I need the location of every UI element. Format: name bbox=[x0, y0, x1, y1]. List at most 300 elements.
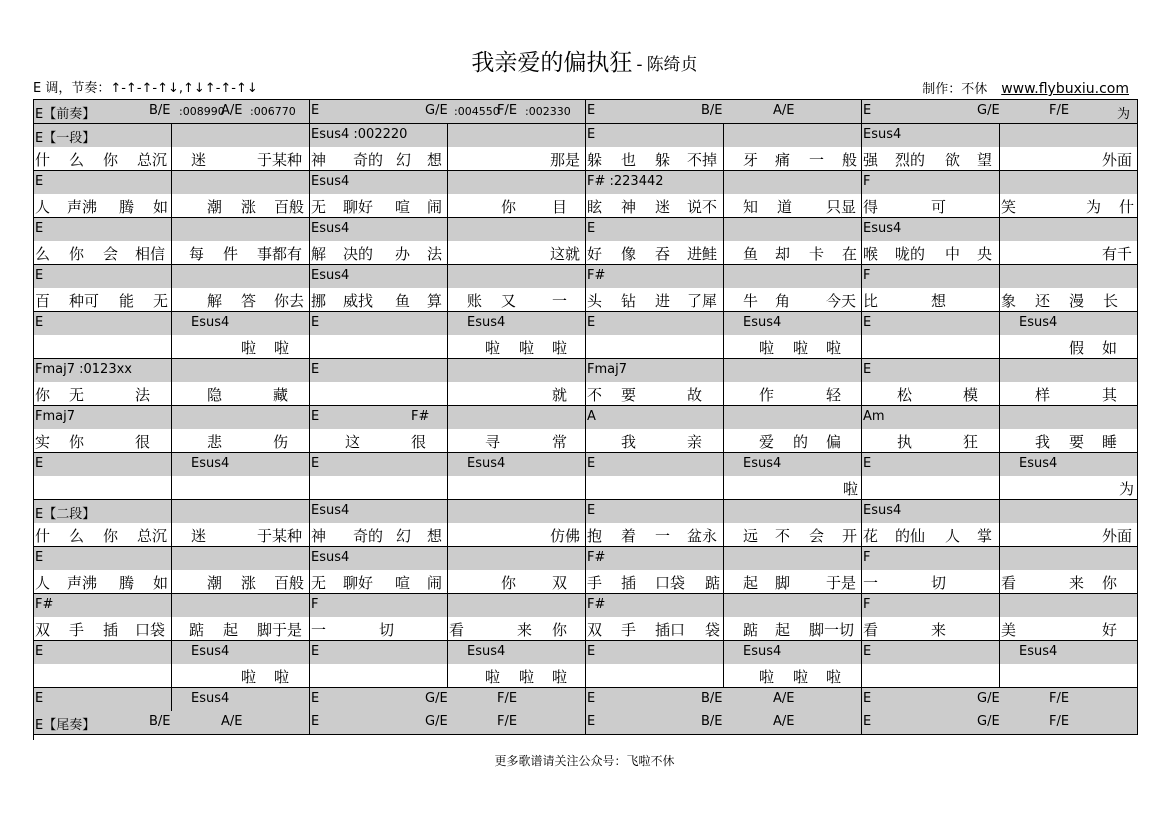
chord-symbol: :008990 bbox=[179, 105, 225, 118]
lyric-text: 无 bbox=[153, 292, 169, 310]
chord-symbol: E bbox=[35, 455, 44, 471]
lyric-text: 账 bbox=[467, 292, 483, 310]
chord-cell bbox=[310, 218, 448, 242]
lyric-text: 伤 bbox=[273, 433, 289, 451]
lyric-text: 决的 bbox=[343, 245, 374, 263]
lyric-text: 你 bbox=[69, 245, 85, 263]
lyric-cell bbox=[586, 241, 724, 265]
chord-cell bbox=[310, 100, 586, 124]
lyric-text: 双 bbox=[35, 621, 51, 639]
lyric-text: 你 bbox=[69, 433, 85, 451]
chord-cell bbox=[724, 124, 862, 148]
chord-symbol: E【前奏】 bbox=[35, 107, 96, 122]
chord-symbol: E bbox=[587, 126, 596, 142]
lyric-text: 模 bbox=[963, 386, 979, 404]
lyric-text: 来 bbox=[931, 621, 947, 639]
chord-symbol: E bbox=[863, 690, 872, 706]
chord-cell bbox=[172, 359, 310, 383]
chord-symbol: E bbox=[311, 690, 320, 706]
chord-cell bbox=[172, 406, 310, 430]
lyric-text: 可 bbox=[931, 198, 947, 216]
lyric-text: 像 bbox=[621, 245, 637, 263]
chord-symbol: E bbox=[311, 314, 320, 330]
chord-symbol: A/E bbox=[221, 714, 243, 729]
chord-cell bbox=[172, 547, 310, 571]
chord-symbol: :004550 bbox=[454, 105, 500, 118]
lyric-cell bbox=[586, 664, 724, 688]
song-title: 我亲爱的偏执狂 bbox=[471, 50, 633, 76]
lyric-text: 头 bbox=[587, 292, 603, 310]
chord-symbol: F# bbox=[587, 549, 606, 565]
chord-row bbox=[34, 594, 1138, 618]
chord-cell bbox=[34, 171, 172, 195]
lyric-text: 办 bbox=[395, 245, 411, 263]
lyric-text: 为 bbox=[1086, 198, 1102, 216]
chord-symbol: B/E bbox=[149, 714, 171, 729]
chord-cell bbox=[586, 312, 724, 336]
chord-row bbox=[34, 218, 1138, 242]
lyric-text: 就 bbox=[552, 386, 568, 404]
lyric-text: 插 bbox=[621, 574, 637, 592]
lyric-text: 相信 bbox=[135, 245, 166, 263]
lyric-text: 啦 bbox=[552, 668, 568, 686]
lyric-text: 不 bbox=[587, 386, 603, 404]
lyric-text: 腾 bbox=[119, 574, 135, 592]
lyric-row bbox=[34, 476, 1138, 500]
chord-cell bbox=[448, 500, 586, 524]
lyric-text: 很 bbox=[411, 433, 427, 451]
lyric-text: 踮 bbox=[189, 621, 205, 639]
chord-symbol: F bbox=[863, 173, 871, 189]
chord-symbol: F# bbox=[411, 408, 430, 424]
lyric-text: 轻 bbox=[826, 386, 842, 404]
lyric-text: 一 bbox=[311, 621, 327, 639]
lyric-cell bbox=[310, 570, 448, 594]
lyric-text: 无 bbox=[311, 198, 327, 216]
lyric-text: 你 bbox=[103, 151, 119, 169]
lyric-cell bbox=[310, 194, 448, 218]
chord-symbol: E bbox=[35, 690, 44, 706]
lyric-cell bbox=[448, 335, 586, 359]
lyric-cell bbox=[34, 194, 172, 218]
lyric-cell bbox=[34, 288, 172, 312]
lyric-text: 法 bbox=[427, 245, 443, 263]
chord-cell bbox=[34, 500, 172, 524]
chord-symbol: E bbox=[863, 455, 872, 471]
chord-symbol: F bbox=[863, 549, 871, 565]
lyric-text: 于某种 bbox=[257, 151, 303, 169]
lyric-text: 样 bbox=[1035, 386, 1051, 404]
lyric-text: 了犀 bbox=[687, 292, 718, 310]
lyric-text: 进鲑 bbox=[687, 245, 718, 263]
lyric-text: 奇的 bbox=[353, 527, 384, 545]
key-rhythm: E 调，节奏：↑-↑-↑-↑↓,↑↓↑-↑-↑↓ bbox=[33, 81, 258, 96]
lyric-text: 什 bbox=[35, 527, 51, 545]
lyric-text: 外面 bbox=[1102, 527, 1133, 545]
lyric-cell bbox=[310, 288, 448, 312]
lyric-row bbox=[34, 617, 1138, 641]
chord-symbol: E【一段】 bbox=[35, 130, 96, 146]
chord-symbol: Esus4 bbox=[863, 220, 902, 236]
chord-symbol: E bbox=[35, 549, 44, 565]
lyric-text: 算 bbox=[427, 292, 443, 310]
lyric-text: 比 bbox=[863, 292, 879, 310]
chord-symbol: E bbox=[35, 643, 44, 659]
lyric-row bbox=[34, 147, 1138, 171]
lyric-cell bbox=[862, 382, 1000, 406]
chord-cell bbox=[172, 124, 310, 148]
lyric-cell bbox=[172, 476, 310, 500]
chord-symbol: F# bbox=[587, 596, 606, 612]
lyric-text: 掌 bbox=[977, 527, 993, 545]
lyric-cell bbox=[172, 241, 310, 265]
lyric-text: 脚一切 bbox=[809, 621, 855, 639]
chord-symbol: F# bbox=[587, 267, 606, 283]
lyric-text: 百般 bbox=[274, 198, 305, 216]
lyric-text: 么 bbox=[35, 245, 51, 263]
lyric-text: 涨 bbox=[241, 198, 257, 216]
lyric-text: 喉 bbox=[863, 245, 879, 263]
chord-symbol: Esus4 bbox=[467, 455, 506, 471]
chord-cell bbox=[172, 500, 310, 524]
chord-symbol: Esus4 bbox=[311, 267, 350, 283]
chord-cell bbox=[586, 124, 724, 148]
chord-symbol: E bbox=[863, 714, 872, 729]
lyric-cell bbox=[310, 382, 448, 406]
lyric-text: 挪 bbox=[311, 292, 327, 310]
lyric-text: 般 bbox=[842, 151, 858, 169]
lyric-text: 却 bbox=[775, 245, 791, 263]
lyric-text: 啦 bbox=[793, 668, 809, 686]
lyric-text: 总沉 bbox=[137, 151, 168, 169]
lyric-cell bbox=[862, 194, 1000, 218]
lyric-text: 喧 bbox=[395, 574, 411, 592]
chord-symbol: B/E bbox=[701, 103, 723, 118]
lyric-cell bbox=[310, 617, 448, 641]
lyric-text: 迷 bbox=[655, 198, 671, 216]
lyric-text: 切 bbox=[379, 621, 395, 639]
lyric-cell bbox=[448, 570, 586, 594]
chord-symbol: E bbox=[587, 314, 596, 330]
chord-symbol: E bbox=[311, 714, 320, 729]
chord-cell bbox=[862, 711, 1138, 735]
chord-cell bbox=[448, 265, 586, 289]
chord-symbol: G/E bbox=[425, 714, 448, 729]
site-link[interactable]: www.flybuxiu.com bbox=[1001, 81, 1129, 97]
lyric-text: 看 bbox=[1001, 574, 1017, 592]
chord-cell bbox=[34, 359, 172, 383]
lyric-text: 么 bbox=[69, 527, 85, 545]
lyric-text: 一 bbox=[655, 527, 671, 545]
chord-row bbox=[34, 171, 1138, 195]
lyric-row bbox=[34, 688, 1138, 712]
chord-cell bbox=[34, 594, 172, 618]
chord-cell bbox=[448, 218, 586, 242]
lyric-text: 好 bbox=[1102, 621, 1118, 639]
chord-symbol: Esus4 bbox=[743, 455, 782, 471]
chord-symbol: E bbox=[35, 267, 44, 283]
chord-symbol: Esus4 bbox=[1019, 643, 1058, 659]
chord-symbol: F/E bbox=[1049, 714, 1070, 729]
lyric-text: 袋 bbox=[705, 621, 721, 639]
lyric-text: 实 bbox=[35, 433, 51, 451]
chord-row bbox=[34, 641, 1138, 665]
chord-cell bbox=[724, 500, 862, 524]
lyric-text: 卡 bbox=[809, 245, 825, 263]
lyric-cell bbox=[724, 429, 862, 453]
chord-cell bbox=[448, 594, 586, 618]
maker-label: 制作：不休 bbox=[922, 82, 988, 97]
chord-cell bbox=[862, 218, 1000, 242]
lyric-text: 奇的 bbox=[353, 151, 384, 169]
chord-symbol: G/E bbox=[977, 103, 1000, 118]
lyric-text: 只显 bbox=[826, 198, 857, 216]
lyric-cell bbox=[172, 617, 310, 641]
lyric-text: 爱 bbox=[759, 433, 775, 451]
chord-cell bbox=[586, 688, 862, 712]
lyric-text: 来 bbox=[517, 621, 533, 639]
chord-cell bbox=[172, 641, 310, 665]
chord-symbol: E bbox=[863, 361, 872, 377]
chord-symbol: Esus4 bbox=[191, 455, 230, 471]
lyric-text: 威找 bbox=[343, 292, 374, 310]
lyric-cell bbox=[34, 570, 172, 594]
chord-cell bbox=[310, 124, 448, 148]
lyric-text: 远 bbox=[743, 527, 759, 545]
chord-cell bbox=[310, 359, 448, 383]
chord-cell bbox=[34, 688, 172, 712]
chord-symbol: E bbox=[587, 714, 596, 729]
lyric-cell bbox=[724, 288, 862, 312]
chord-symbol: A/E bbox=[773, 103, 795, 118]
lyric-text: 如 bbox=[153, 198, 169, 216]
chord-cell bbox=[1000, 218, 1138, 242]
lyric-text: 长 bbox=[1103, 292, 1119, 310]
chord-row bbox=[34, 406, 1138, 430]
lyric-text: 好 bbox=[587, 245, 603, 263]
lyric-cell bbox=[724, 241, 862, 265]
lyric-row bbox=[34, 288, 1138, 312]
lyric-text: 潮 bbox=[207, 574, 223, 592]
lyric-text: 鱼 bbox=[395, 292, 411, 310]
lyric-text: 啦 bbox=[274, 339, 290, 357]
chord-symbol: Esus4 bbox=[467, 643, 506, 659]
chord-symbol: G/E bbox=[425, 103, 448, 118]
chord-cell bbox=[310, 711, 586, 735]
chord-symbol: E bbox=[311, 103, 320, 118]
lyric-text: 神 bbox=[311, 527, 327, 545]
chord-symbol: E bbox=[587, 502, 596, 518]
lyric-text: 事都有 bbox=[257, 245, 303, 263]
chord-cell bbox=[862, 406, 1000, 430]
chord-row bbox=[34, 124, 1138, 148]
chord-symbol: F/E bbox=[497, 714, 518, 729]
lyric-cell bbox=[724, 570, 862, 594]
lyric-cell bbox=[724, 147, 862, 171]
lyric-cell bbox=[724, 664, 862, 688]
chord-cell bbox=[724, 547, 862, 571]
lyric-text: 法 bbox=[135, 386, 151, 404]
chord-cell bbox=[172, 312, 310, 336]
chord-cell bbox=[34, 641, 172, 665]
lyric-cell bbox=[34, 476, 172, 500]
lyric-text: 总沉 bbox=[137, 527, 168, 545]
chord-cell bbox=[448, 547, 586, 571]
lyric-text: 啦 bbox=[759, 339, 775, 357]
lyric-row bbox=[34, 664, 1138, 688]
lyric-text: 悲 bbox=[207, 433, 223, 451]
lyric-cell bbox=[310, 429, 448, 453]
chord-symbol: Esus4 :002220 bbox=[311, 126, 408, 142]
lyric-text: 作 bbox=[759, 386, 775, 404]
lyric-text: 手 bbox=[621, 621, 637, 639]
lyric-cell bbox=[448, 241, 586, 265]
lyric-cell bbox=[862, 523, 1000, 547]
chord-symbol: :002330 bbox=[525, 105, 571, 118]
lyric-text: 口袋 bbox=[135, 621, 166, 639]
lyric-text: 一 bbox=[552, 292, 568, 310]
lyric-cell bbox=[862, 147, 1000, 171]
lyric-text: 百 bbox=[35, 292, 51, 310]
lyric-text: 啦 bbox=[241, 668, 257, 686]
lyric-row bbox=[34, 570, 1138, 594]
chord-symbol: E bbox=[35, 220, 44, 236]
lyric-text: 其 bbox=[1102, 386, 1118, 404]
lyric-text: 闹 bbox=[427, 574, 443, 592]
lyric-text: 外面 bbox=[1102, 151, 1133, 169]
chord-symbol: A/E bbox=[773, 690, 795, 706]
lyric-text: 每 bbox=[189, 245, 205, 263]
lyric-text: 亲 bbox=[687, 433, 703, 451]
chord-symbol: E bbox=[35, 173, 44, 189]
chord-symbol: E bbox=[863, 103, 872, 118]
chord-cell bbox=[34, 100, 310, 124]
lyric-cell bbox=[172, 429, 310, 453]
lyric-cell bbox=[448, 664, 586, 688]
chord-symbol: Esus4 bbox=[467, 314, 506, 330]
lyric-text: 在 bbox=[842, 245, 858, 263]
lyric-text: 会 bbox=[103, 245, 119, 263]
chord-cell bbox=[34, 218, 172, 242]
lyric-cell bbox=[1000, 476, 1138, 500]
chord-symbol: F/E bbox=[1049, 690, 1070, 706]
chord-cell bbox=[724, 406, 862, 430]
lyric-text: 人 bbox=[945, 527, 961, 545]
lyric-cell bbox=[862, 241, 1000, 265]
lyric-text: 切 bbox=[931, 574, 947, 592]
lyric-text: 脚 bbox=[775, 574, 791, 592]
lyric-cell bbox=[310, 476, 448, 500]
lyric-cell bbox=[862, 335, 1000, 359]
lyric-text: 你 bbox=[501, 574, 517, 592]
chord-row bbox=[34, 312, 1138, 336]
lyric-text: 又 bbox=[501, 292, 517, 310]
chord-cell bbox=[862, 500, 1000, 524]
lyric-cell bbox=[724, 194, 862, 218]
lyric-text: 解 bbox=[207, 292, 223, 310]
chord-cell bbox=[724, 265, 862, 289]
lyric-text: 什 bbox=[1119, 198, 1135, 216]
lyric-text: 想 bbox=[427, 527, 443, 545]
chord-symbol: Esus4 bbox=[191, 690, 230, 706]
chord-cell bbox=[862, 171, 1000, 195]
chord-symbol: E bbox=[311, 361, 320, 377]
chord-cell bbox=[1000, 547, 1138, 571]
lyric-text: 抱 bbox=[587, 527, 603, 545]
lyric-text: 幻 bbox=[396, 151, 412, 169]
chord-cell bbox=[862, 547, 1000, 571]
lyric-text: 百般 bbox=[274, 574, 305, 592]
chord-cell bbox=[172, 171, 310, 195]
chord-symbol: E bbox=[863, 643, 872, 659]
lyric-text: 寻 bbox=[485, 433, 501, 451]
lyric-cell bbox=[172, 335, 310, 359]
lyric-cell bbox=[34, 429, 172, 453]
lyric-cell bbox=[448, 382, 586, 406]
chord-symbol: E bbox=[587, 103, 596, 118]
lyric-text: 眩 bbox=[587, 198, 603, 216]
chord-row bbox=[34, 711, 1138, 735]
lyric-text: 牛 bbox=[743, 292, 759, 310]
chord-cell bbox=[310, 500, 448, 524]
lyric-cell bbox=[448, 617, 586, 641]
chord-cell bbox=[586, 406, 724, 430]
lyric-text: 啦 bbox=[793, 339, 809, 357]
lyric-cell bbox=[448, 476, 586, 500]
lyric-text: 啦 bbox=[552, 339, 568, 357]
lyric-cell bbox=[34, 617, 172, 641]
lyric-cell bbox=[34, 523, 172, 547]
chord-cell bbox=[862, 688, 1138, 712]
chord-cell bbox=[310, 171, 448, 195]
chord-cell bbox=[1000, 594, 1138, 618]
lyric-text: 啦 bbox=[485, 339, 501, 357]
lyric-text: 潮 bbox=[207, 198, 223, 216]
lyric-text: 知 bbox=[743, 198, 759, 216]
chord-cell bbox=[724, 312, 862, 336]
lyric-text: 的 bbox=[793, 433, 809, 451]
chord-cell bbox=[34, 453, 172, 477]
chord-cell bbox=[1000, 500, 1138, 524]
chord-cell bbox=[448, 641, 586, 665]
chord-symbol: E bbox=[587, 690, 596, 706]
lyric-cell bbox=[1000, 147, 1138, 171]
chord-row bbox=[34, 547, 1138, 571]
lyric-cell bbox=[310, 335, 448, 359]
chord-cell bbox=[586, 171, 724, 195]
chord-symbol: F/E bbox=[497, 103, 518, 118]
lyric-cell bbox=[586, 288, 724, 312]
lyric-text: 那是 bbox=[550, 151, 581, 169]
chord-cell bbox=[310, 265, 448, 289]
chord-symbol: Esus4 bbox=[1019, 455, 1058, 471]
lyric-cell bbox=[1000, 194, 1138, 218]
lyric-text: 踮 bbox=[705, 574, 721, 592]
chord-symbol: E【尾奏】 bbox=[35, 718, 96, 733]
lyric-text: 你 bbox=[35, 386, 51, 404]
chord-cell bbox=[1000, 171, 1138, 195]
chord-symbol: E bbox=[863, 314, 872, 330]
lyric-text: 睡 bbox=[1102, 433, 1118, 451]
lyric-cell bbox=[34, 147, 172, 171]
lyric-text: 常 bbox=[552, 433, 568, 451]
lyric-text: 央 bbox=[977, 245, 993, 263]
lyric-cell bbox=[1000, 288, 1138, 312]
lyric-row bbox=[34, 382, 1138, 406]
chord-cell bbox=[310, 547, 448, 571]
lyric-cell bbox=[310, 664, 448, 688]
lyric-cell bbox=[448, 288, 586, 312]
